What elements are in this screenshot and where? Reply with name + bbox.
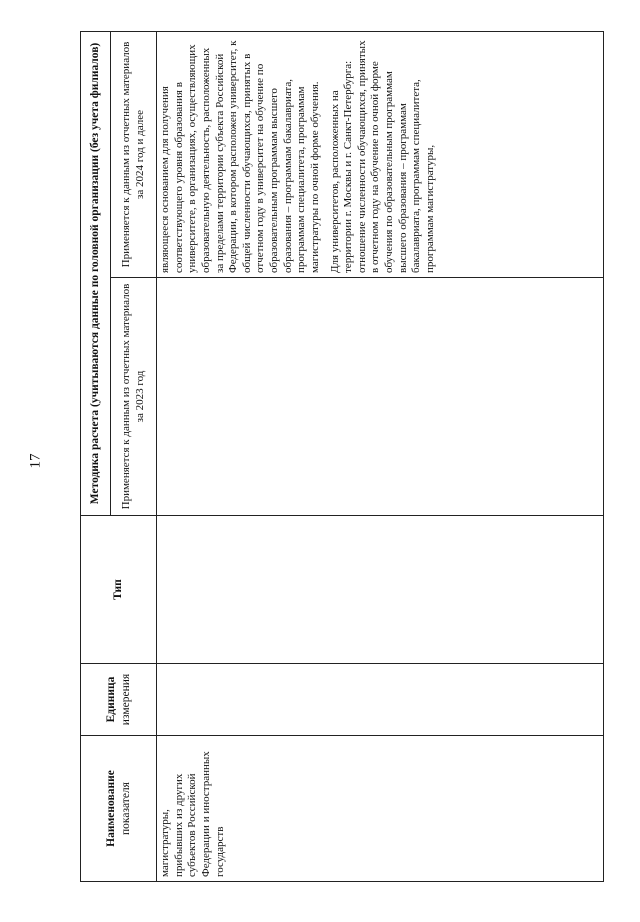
cell-type (157, 516, 604, 664)
cell-method-2024 (157, 31, 604, 277)
header-applies-2023: Применяется к данным из отчетных материалов за 2023 год (111, 278, 157, 516)
page-number: 17 (27, 453, 44, 469)
rotated-table-container (80, 32, 604, 882)
method-2024-paragraph-2: Для университетов, расположенных на территории г. Москвы и г. Санкт-Петербурга: отношение численности обучающихся, принятых в отчетном году на обучение по очной форме обучения по образовательным программам высшего образования – программам бакалавриата, программам специалитета, программам магистратуры, (328, 40, 436, 273)
cell-method-2023 (157, 278, 604, 516)
method-2024-paragraph-1: являющееся основанием для получения соответствующего уровня образования в университете, в организациях, осуществляющих образовательную деятельность, расположенных за пределами территории субъекта Российской Федерации, в котором расположен университет, к общей численности обучающихся, принятых в отчетном году в университет на обучение по образовательным программам высшего образования – программам бакалавриата, программам специалитета, программам магистратуры по очной форме обучения. (159, 40, 321, 273)
cell-unit (157, 664, 604, 736)
header-applies-2024: Применяется к данным из отчетных материалов за 2024 год и далее (111, 31, 157, 277)
header-calculation-method: Методика расчета (учитываются данные по головной организации (без учета филиалов) (81, 31, 111, 515)
header-type: Тип (81, 516, 157, 664)
header-unit: Единица измерения (81, 664, 157, 736)
header-indicator-name: Наименование показателя (81, 736, 157, 882)
indicator-table (80, 31, 604, 882)
cell-indicator-name: магистратуры, прибывших из других субъектов Российской Федерации и иностранных государств (157, 736, 604, 882)
